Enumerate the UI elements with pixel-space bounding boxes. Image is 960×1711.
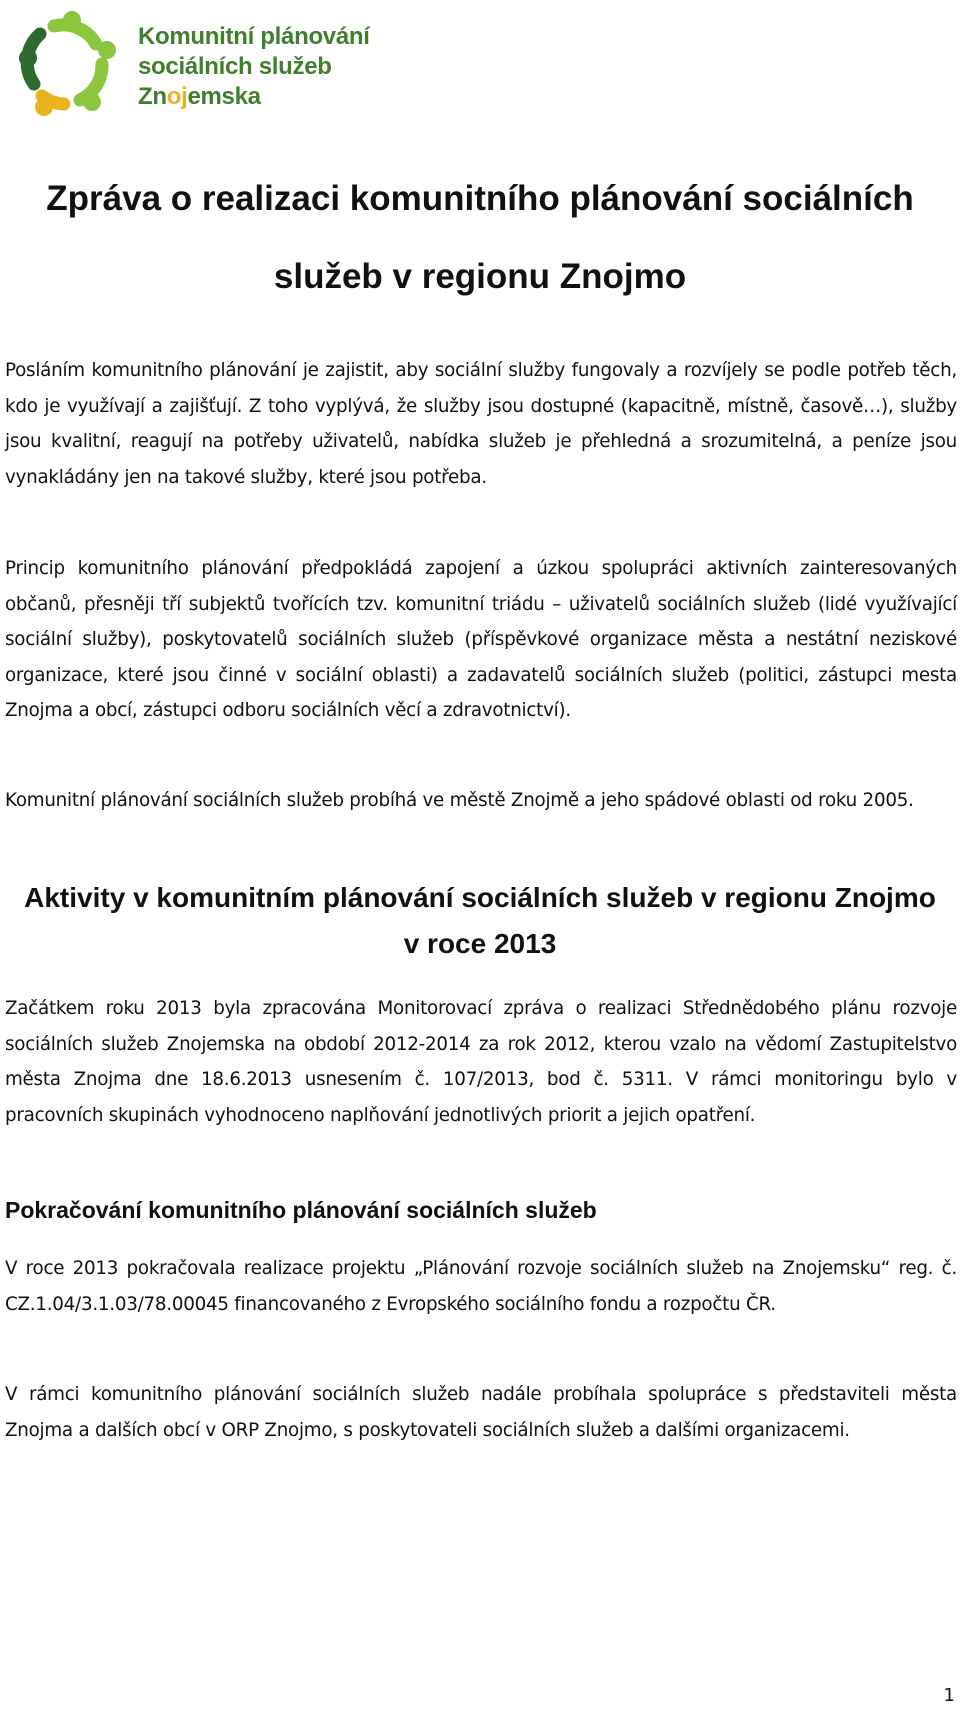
organization-logo — [10, 10, 370, 118]
paragraph-since-2005: Komunitní plánování sociálních služeb probíhá ve městě Znojmě a jeho spádové oblasti od roku 2005. — [5, 790, 914, 811]
paragraph-monitoring: Začátkem roku 2013 byla zpracována Monitorovací zpráva o realizaci Střednědobého plánu rozvoje sociálních služeb Znojemska na období 2012-2014 za rok 2012, kterou vzalo na vědomí Zastupitelstvo města Znojma dne 18.6.2013 usnesením č. 107/2013, bod č. 5311. V rámci monitoringu bylo v pracovních skupinách vyhodnoceno naplňování jednotlivých priorit a jejich opatření. — [5, 998, 957, 1126]
page-number: 1 — [943, 1685, 955, 1706]
logo-line-3: Znojemska — [138, 83, 261, 110]
paragraph-mission: Posláním komunitního plánování je zajistit, aby sociální služby fungovaly a rozvíjely se podle potřeb těch, kdo je využívají a zajišťují. Z toho vyplývá, že služby jsou dostupné (kapacitně, místně, časově…), služby jsou kvalitní, reagují na potřeby uživatelů, nabídka služeb je přehledná a srozumitelná, a peníze jsou vynakládány jen na takové služby, které jsou potřeba. — [5, 360, 957, 488]
heading-line-2: v roce 2013 — [403, 928, 557, 959]
community-circle-logo-icon — [10, 10, 118, 118]
logo-line-1: Komunitní plánování — [138, 23, 370, 50]
logo-wordmark — [138, 22, 370, 112]
paragraph-principle: Princip komunitního plánování předpokládá zapojení a úzkou spolupráci aktivních zainteresovaných občanů, přesněji tří subjektů tvořících tzv. komunitní triádu – uživatelů sociálních služeb (lidé využívající sociální služby), poskytovatelů sociálních služeb (příspěvkové organizace města a nestátní neziskové organizace, které jsou činné v sociální oblasti) a zadavatelů sociálních služeb (politici, zástupci mesta Znojma a obcí, zástupci odboru sociálních věcí a zdravotnictví). — [5, 558, 957, 721]
logo-line-2: sociálních služeb — [138, 53, 332, 80]
heading-line-1: Aktivity v komunitním plánování sociálních služeb v regionu Znojmo — [24, 882, 936, 913]
title-line-1: Zpráva o realizaci komunitního plánování sociálních — [46, 179, 914, 218]
title-line-2: služeb v regionu Znojmo — [273, 257, 687, 296]
section-heading-activities — [0, 875, 960, 967]
paragraph-cooperation: V rámci komunitního plánování sociálních služeb nadále probíhala spolupráce s představiteli města Znojma a dalších obcí v ORP Znojmo, s poskytovateli sociálních služeb a dalšími organizacemi. — [5, 1384, 957, 1441]
subsection-heading-continuation: Pokračování komunitního plánování sociálních služeb — [5, 1197, 597, 1223]
document-title — [0, 160, 960, 316]
paragraph-project: V roce 2013 pokračovala realizace projektu „Plánování rozvoje sociálních služeb na Znojemsku“ reg. č. CZ.1.04/3.1.03/78.00045 financovaného z Evropského sociálního fondu a rozpočtu ČR. — [5, 1258, 957, 1315]
